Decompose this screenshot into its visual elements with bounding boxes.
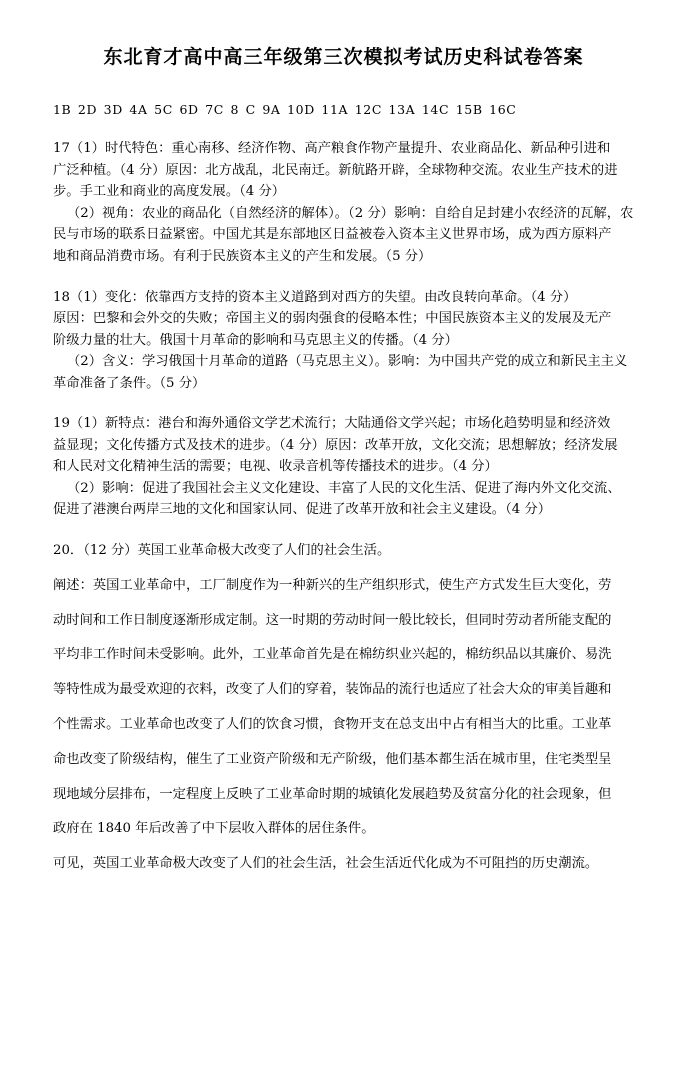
question-20-line-7: 现地域分层排布，一定程度上反映了工业革命时期的城镇化发展趋势及贫富分化的社会现象，但 xyxy=(53,786,612,802)
question-19-line-3: 和人民对文化精神生活的需要；电视、收录音机等传播技术的进步。（4 分） xyxy=(53,459,498,475)
question-19-line-4: （2）影响：促进了我国社会主义文化建设、丰富了人民的文化生活、促进了海内外文化交流、 xyxy=(67,480,621,496)
question-18-line-5: 革命准备了条件。（5 分） xyxy=(53,375,206,391)
question-19-line-5: 促进了港澳台两岸三地的文化和国家认同、促进了改革开放和社会主义建设。（4 分） xyxy=(53,502,552,518)
question-20-line-6: 命也改变了阶级结构，催生了工业资产阶级和无产阶级，他们基本都生活在城市里，住宅类型呈 xyxy=(53,751,612,767)
question-17-line-5: 民与市场的联系日益紧密。中国尤其是东部地区日益被卷入资本主义世界市场，成为西方原料产 xyxy=(53,227,612,243)
question-20-block xyxy=(53,575,634,875)
question-20-line-4: 等特性成为最受欢迎的衣料，改变了人们的穿着，装饰品的流行也适应了社会大众的审美旨趣和 xyxy=(53,682,612,698)
question-20-line-9: 可见，英国工业革命极大改变了人们的社会生活，社会生活近代化成为不可阻挡的历史潮流。 xyxy=(53,856,599,872)
question-18-line-2: 原因：巴黎和会外交的失败；帝国主义的弱肉强食的侵略本性；中国民族资本主义的发展及无产 xyxy=(53,311,612,327)
question-18-line-3: 阶级力量的壮大。俄国十月革命的影响和马克思主义的传播。（4 分） xyxy=(53,332,458,348)
question-20-heading: 20．（12 分）英国工业革命极大改变了人们的社会生活。 xyxy=(53,542,391,558)
page-bottom-whitespace xyxy=(53,888,634,1068)
question-19-block xyxy=(53,413,634,521)
question-17-line-3: 步。手工业和商业的高度发展。（4 分） xyxy=(53,184,286,200)
question-18-line-4: （2）含义：学习俄国十月革命的道路（马克思主义）。影响：为中国共产党的成立和新民主主义 xyxy=(67,354,628,370)
question-18-block xyxy=(53,287,634,395)
question-17-line-1: 17（1）时代特色：重心南移、经济作物、高产粮食作物产量提升、农业商品化、新品种引进和 xyxy=(53,141,611,157)
question-19-line-2: 益显现；文化传播方式及技术的进步。（4 分）原因：改革开放，文化交流；思想解放；经济发展 xyxy=(53,437,618,453)
answer-key-line: 1B 2D 3D 4A 5C 6D 7C 8 C 9A 10D 11A 12C 13A 14C 15B 16C xyxy=(53,101,517,117)
document-page xyxy=(0,44,687,1015)
question-20-line-1: 阐述：英国工业革命中，工厂制度作为一种新兴的生产组织形式，使生产方式发生巨大变化，劳 xyxy=(53,577,612,593)
question-17-line-6: 地和商品消费市场。有利于民族资本主义的产生和发展。（5 分） xyxy=(53,249,432,264)
question-17-line-2: 广泛种植。（4 分）原因：北方战乱，北民南迁。新航路开辟，全球物种交流。农业生产技术的进 xyxy=(53,162,618,178)
question-18-line-1: 18（1）变化：依靠西方支持的资本主义道路到对西方的失望。由改良转向革命。（4 分） xyxy=(53,289,577,305)
question-20-line-2: 动时间和工作日制度逐渐形成定制。这一时期的劳动时间一般比较长，但同时劳动者所能支配的 xyxy=(53,612,612,628)
page-title: 东北育才高中高三年级第三次模拟考试历史科试卷答案 xyxy=(103,46,584,68)
question-19-line-1: 19（1）新特点：港台和海外通俗文学艺术流行；大陆通俗文学兴起；市场化趋势明显和经济效 xyxy=(53,416,611,432)
question-17-line-4: （2）视角：农业的商品化（自然经济的解体）。（2 分）影响：自给自足封建小农经济的瓦解，农 xyxy=(67,205,634,221)
question-17-block xyxy=(53,138,634,267)
question-20-line-3: 平均非工作时间未受影响。此外，工业革命首先是在棉纺织业兴起的，棉纺织品以其廉价、易洗 xyxy=(53,647,612,663)
question-20-line-5: 个性需求。工业革命也改变了人们的饮食习惯，食物开支在总支出中占有相当大的比重。工业革 xyxy=(53,716,612,732)
question-20-line-8: 政府在 1840 年后改善了中下层收入群体的居住条件。 xyxy=(53,821,375,837)
